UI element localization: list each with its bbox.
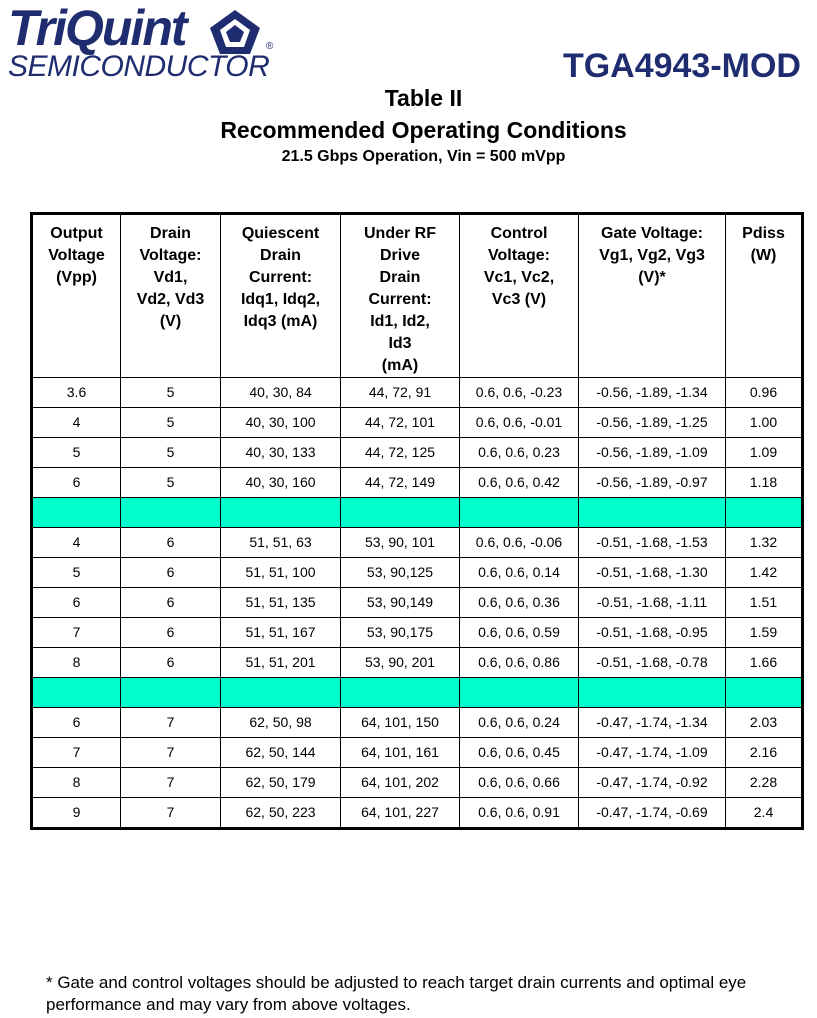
table-cell: 1.51	[726, 588, 803, 618]
column-header	[32, 214, 121, 378]
table-cell: 0.6, 0.6, 0.45	[460, 738, 579, 768]
table-cell: 1.66	[726, 648, 803, 678]
column-header-line: (mA)	[381, 357, 419, 374]
table-cell: 2.03	[726, 708, 803, 738]
table-cell: 40, 30, 160	[221, 468, 341, 498]
column-header-line: Voltage	[48, 247, 105, 264]
table-cell: 5	[32, 558, 121, 588]
column-header-line: (W)	[750, 247, 777, 264]
column-header	[121, 214, 221, 378]
table-cell: 0.6, 0.6, -0.01	[460, 408, 579, 438]
table-cell: 0.6, 0.6, 0.66	[460, 768, 579, 798]
table-cell: 5	[32, 438, 121, 468]
table-cell: 7	[32, 618, 121, 648]
separator-cell	[121, 678, 221, 708]
table-cell: 0.6, 0.6, -0.06	[460, 528, 579, 558]
table-cell: 4	[32, 408, 121, 438]
table-cell: 5	[121, 408, 221, 438]
table-cell: 7	[121, 768, 221, 798]
table-row	[32, 528, 803, 558]
group-separator-row	[32, 678, 803, 708]
column-header-line: Voltage:	[139, 247, 202, 264]
table-cell: 6	[121, 618, 221, 648]
table-cell: 0.6, 0.6, 0.42	[460, 468, 579, 498]
group-separator-row	[32, 498, 803, 528]
table-cell: 7	[121, 798, 221, 829]
table-cell: 8	[32, 648, 121, 678]
column-header	[726, 214, 803, 378]
table-cell: 44, 72, 91	[341, 378, 460, 408]
table-cell: 0.6, 0.6, 0.24	[460, 708, 579, 738]
separator-cell	[221, 678, 341, 708]
column-header-line: Pdiss	[742, 225, 785, 242]
column-header-line: Id3	[388, 335, 412, 352]
column-header-line: Current:	[248, 269, 313, 286]
table-cell: -0.47, -1.74, -0.92	[579, 768, 726, 798]
table-cell: 1.59	[726, 618, 803, 648]
table-cell: 0.6, 0.6, 0.86	[460, 648, 579, 678]
logo-subtitle: SEMICONDUCTOR	[8, 50, 270, 83]
table-row	[32, 648, 803, 678]
table-cell: 62, 50, 179	[221, 768, 341, 798]
table-cell: 53, 90,175	[341, 618, 460, 648]
separator-cell	[579, 498, 726, 528]
column-header-line: Drive	[379, 247, 421, 264]
table-cell: -0.56, -1.89, -1.34	[579, 378, 726, 408]
table-cell: 40, 30, 100	[221, 408, 341, 438]
company-logo	[6, 0, 276, 90]
separator-cell	[460, 678, 579, 708]
table-cell: 1.42	[726, 558, 803, 588]
table-cell: 7	[121, 738, 221, 768]
table-cell: 44, 72, 149	[341, 468, 460, 498]
table-cell: 1.18	[726, 468, 803, 498]
table-cell: 2.4	[726, 798, 803, 829]
table-cell: 51, 51, 63	[221, 528, 341, 558]
column-header-line: Voltage:	[488, 247, 550, 264]
table-cell: 2.16	[726, 738, 803, 768]
table-cell: 0.96	[726, 378, 803, 408]
table-row	[32, 708, 803, 738]
part-number: TGA4943-MOD	[562, 47, 801, 85]
column-header	[221, 214, 341, 378]
table-cell: 51, 51, 167	[221, 618, 341, 648]
table-header-row	[32, 214, 803, 378]
column-header	[341, 214, 460, 378]
table-cell: -0.56, -1.89, -0.97	[579, 468, 726, 498]
table-cell: 64, 101, 202	[341, 768, 460, 798]
column-header-line: Drain	[379, 269, 421, 286]
table-row	[32, 618, 803, 648]
table-cell: -0.51, -1.68, -0.95	[579, 618, 726, 648]
table-cell: 6	[121, 588, 221, 618]
table-cell: 1.09	[726, 438, 803, 468]
column-header-line: Vd1,	[153, 269, 188, 286]
separator-cell	[32, 498, 121, 528]
table-cell: 4	[32, 528, 121, 558]
table-cell: -0.47, -1.74, -1.34	[579, 708, 726, 738]
table-cell: 7	[121, 708, 221, 738]
table-cell: 62, 50, 223	[221, 798, 341, 829]
table-cell: 0.6, 0.6, 0.91	[460, 798, 579, 829]
table-cell: 0.6, 0.6, 0.59	[460, 618, 579, 648]
column-header	[579, 214, 726, 378]
table-cell: 64, 101, 150	[341, 708, 460, 738]
logo-name: TriQuint	[8, 0, 186, 56]
table-cell: -0.51, -1.68, -1.30	[579, 558, 726, 588]
table-cell: 9	[32, 798, 121, 829]
table-cell: 53, 90,125	[341, 558, 460, 588]
separator-cell	[341, 498, 460, 528]
column-header-line: Quiescent	[241, 225, 320, 242]
table-cell: 6	[121, 558, 221, 588]
column-header-line: Vc1, Vc2,	[483, 269, 555, 286]
table-cell: 6	[121, 528, 221, 558]
table-cell: -0.56, -1.89, -1.09	[579, 438, 726, 468]
registered-mark: ®	[266, 41, 274, 52]
table-subtitle: Recommended Operating Conditions	[220, 117, 627, 143]
table-cell: -0.56, -1.89, -1.25	[579, 408, 726, 438]
table-cell: 40, 30, 133	[221, 438, 341, 468]
table-cell: 3.6	[32, 378, 121, 408]
table-cell: 51, 51, 100	[221, 558, 341, 588]
table-cell: 5	[121, 438, 221, 468]
separator-cell	[579, 678, 726, 708]
column-header-line: (Vpp)	[56, 269, 97, 286]
table-cell: -0.51, -1.68, -1.53	[579, 528, 726, 558]
table-cell: 62, 50, 98	[221, 708, 341, 738]
column-header-line: (V)*	[638, 269, 666, 286]
separator-cell	[726, 498, 803, 528]
table-cell: 40, 30, 84	[221, 378, 341, 408]
pentagon-logo-icon	[208, 8, 262, 56]
column-header-line: Vg1, Vg2, Vg3	[599, 247, 705, 264]
table-cell: 51, 51, 201	[221, 648, 341, 678]
table-row	[32, 438, 803, 468]
column-header-line: (V)	[159, 313, 182, 330]
table-row	[32, 408, 803, 438]
table-cell: 51, 51, 135	[221, 588, 341, 618]
table-cell: 53, 90, 101	[341, 528, 460, 558]
table-cell: 0.6, 0.6, 0.14	[460, 558, 579, 588]
table-row	[32, 798, 803, 829]
table-cell: 53, 90, 201	[341, 648, 460, 678]
column-header-line: Drain	[260, 247, 301, 264]
table-cell: 6	[32, 588, 121, 618]
table-cell: 5	[121, 468, 221, 498]
table-cell: 2.28	[726, 768, 803, 798]
table-cell: 7	[32, 738, 121, 768]
table-cell: -0.47, -1.74, -1.09	[579, 738, 726, 768]
table-title: Table II	[384, 85, 463, 111]
table-row	[32, 738, 803, 768]
table-cell: 6	[32, 468, 121, 498]
separator-cell	[726, 678, 803, 708]
column-header-line: Output	[50, 225, 103, 242]
column-header-line: Vc3 (V)	[491, 291, 547, 308]
table-cell: 6	[32, 708, 121, 738]
table-cell: 0.6, 0.6, -0.23	[460, 378, 579, 408]
table-cell: -0.51, -1.68, -1.11	[579, 588, 726, 618]
column-header	[460, 214, 579, 378]
table-cell: -0.51, -1.68, -0.78	[579, 648, 726, 678]
column-header-line: Gate Voltage:	[601, 225, 703, 242]
table-cell: -0.47, -1.74, -0.69	[579, 798, 726, 829]
table-cell: 8	[32, 768, 121, 798]
table-cell: 0.6, 0.6, 0.23	[460, 438, 579, 468]
column-header-line: Idq3 (mA)	[243, 313, 318, 330]
table-cell: 1.32	[726, 528, 803, 558]
column-header-line: Vd2, Vd3	[136, 291, 205, 308]
separator-cell	[121, 498, 221, 528]
separator-cell	[341, 678, 460, 708]
separator-cell	[221, 498, 341, 528]
table-cell: 1.00	[726, 408, 803, 438]
table-cell: 53, 90,149	[341, 588, 460, 618]
operating-condition: 21.5 Gbps Operation, Vin = 500 mVpp	[281, 148, 566, 165]
table-cell: 44, 72, 101	[341, 408, 460, 438]
column-header-line: Idq1, Idq2,	[240, 291, 321, 308]
separator-cell	[32, 678, 121, 708]
column-header-line: Drain	[150, 225, 191, 242]
table-cell: 64, 101, 227	[341, 798, 460, 829]
column-header-line: Id1, Id2,	[370, 313, 430, 330]
table-cell: 62, 50, 144	[221, 738, 341, 768]
table-cell: 6	[121, 648, 221, 678]
table-row	[32, 558, 803, 588]
operating-conditions-table	[30, 212, 801, 830]
column-header-line: Control	[490, 225, 548, 242]
footnote: * Gate and control voltages should be adjusted to reach target drain currents and optimal eye performance and may vary from above voltages.	[46, 973, 747, 1014]
table-cell: 0.6, 0.6, 0.36	[460, 588, 579, 618]
column-header-line: Current:	[368, 291, 432, 308]
table-cell: 44, 72, 125	[341, 438, 460, 468]
column-header-line: Under RF	[364, 225, 436, 242]
table-row	[32, 378, 803, 408]
table-cell: 64, 101, 161	[341, 738, 460, 768]
table-row	[32, 588, 803, 618]
table-row	[32, 468, 803, 498]
table-row	[32, 768, 803, 798]
table-cell: 5	[121, 378, 221, 408]
separator-cell	[460, 498, 579, 528]
